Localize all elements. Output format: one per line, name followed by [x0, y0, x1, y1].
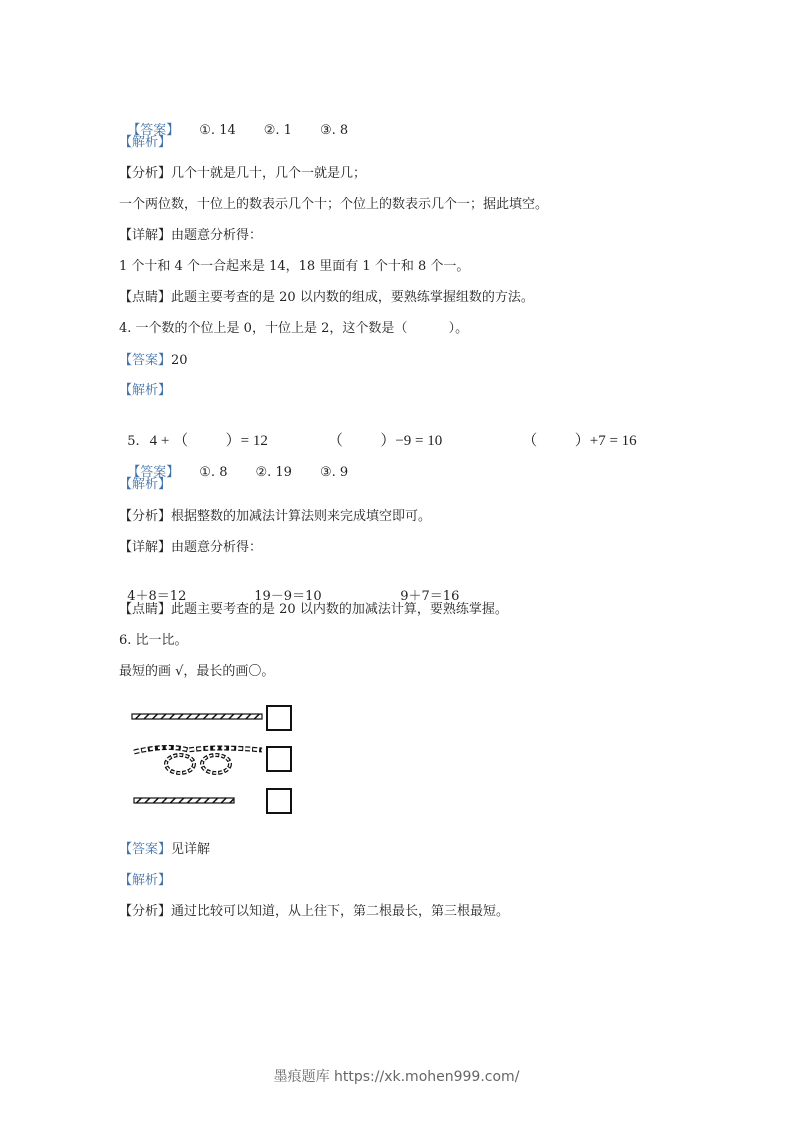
answer-row-q6	[119, 841, 210, 859]
answer-label: 【答案】	[119, 353, 172, 368]
analysis-label: 【解析】	[119, 135, 172, 150]
rope-3-straight-short	[134, 798, 234, 803]
answer-1: ①. 8	[199, 465, 228, 480]
answer-label: 【答案】	[127, 465, 180, 480]
checkbox-rope-3[interactable]	[267, 789, 291, 813]
fenxi-text: 几个十就是几十，几个一就是几；	[171, 166, 367, 181]
checkbox-rope-1[interactable]	[267, 706, 291, 730]
detail-row	[119, 227, 262, 245]
answer-value: 见详解	[171, 842, 211, 857]
point-label: 【点睛】	[119, 602, 172, 617]
question-6: 6. 比一比。	[119, 633, 188, 648]
answer-2: ②. 19	[255, 465, 292, 480]
equation-2: （ ）−9 = 10	[327, 433, 443, 449]
checkbox-rope-2[interactable]	[267, 747, 291, 771]
fenxi-row	[119, 903, 509, 921]
fenxi-row	[119, 508, 431, 526]
point-text: 此题主要考查的是 20 以内数的组成，要熟练掌握组数的方法。	[171, 290, 534, 305]
analysis-label: 【解析】	[119, 873, 172, 888]
rope-1-straight-long	[132, 714, 262, 719]
answer-row-q4	[119, 352, 188, 370]
fenxi-label: 【分析】	[119, 509, 172, 524]
question-number: 5.	[127, 434, 140, 449]
point-row	[119, 289, 534, 307]
detail-text: 由题意分析得：	[171, 228, 263, 243]
analysis-label: 【解析】	[119, 383, 172, 398]
question-4: 4. 一个数的个位上是 0，十位上是 2，这个数是（ ）。	[119, 321, 469, 336]
answer-3: ③. 9	[319, 465, 349, 480]
solution-1: 4＋8＝12	[127, 589, 187, 604]
fenxi-label: 【分析】	[119, 904, 172, 919]
detail-text: 由题意分析得：	[171, 540, 263, 555]
detail-text-2: 1 个十和 4 个一合起来是 14，18 里面有 1 个十和 8 个一。	[119, 259, 470, 274]
detail-row	[119, 539, 262, 557]
rope-comparison-figure	[128, 700, 298, 820]
answer-label: 【答案】	[119, 842, 172, 857]
fenxi-text: 根据整数的加减法计算法则来完成填空即可。	[171, 509, 432, 524]
point-label: 【点睛】	[119, 290, 172, 305]
fenxi-text: 通过比较可以知道，从上往下，第二根最长，第三根最短。	[171, 904, 510, 919]
equation-1: 4 + （ ）= 12	[149, 433, 268, 449]
answer-value: 20	[171, 353, 188, 368]
equation-3: （ ）+7 = 16	[522, 433, 637, 449]
analysis-label: 【解析】	[119, 477, 172, 492]
rope-2-looped	[134, 747, 262, 773]
answer-1: ①. 14	[199, 123, 236, 138]
instruction: 最短的画 √，最长的画〇。	[119, 664, 275, 679]
solution-3: 9＋7＝16	[400, 589, 460, 604]
detail-label: 【详解】	[119, 540, 172, 555]
fenxi-label: 【分析】	[119, 166, 172, 181]
answer-3: ③. 8	[319, 123, 349, 138]
point-row	[119, 601, 508, 619]
answer-2: ②. 1	[263, 123, 292, 138]
fenxi-text-2: 一个两位数，十位上的数表示几个十；个位上的数表示几个一；据此填空。	[119, 197, 549, 212]
fenxi-row	[119, 165, 366, 183]
point-text: 此题主要考查的是 20 以内数的加减法计算，要熟练掌握。	[171, 602, 508, 617]
answer-label: 【答案】	[127, 123, 180, 138]
solution-2: 19－9＝10	[254, 589, 322, 604]
footer-watermark: 墨痕题库 https://xk.mohen999.com/	[273, 1069, 520, 1085]
detail-label: 【详解】	[119, 228, 172, 243]
